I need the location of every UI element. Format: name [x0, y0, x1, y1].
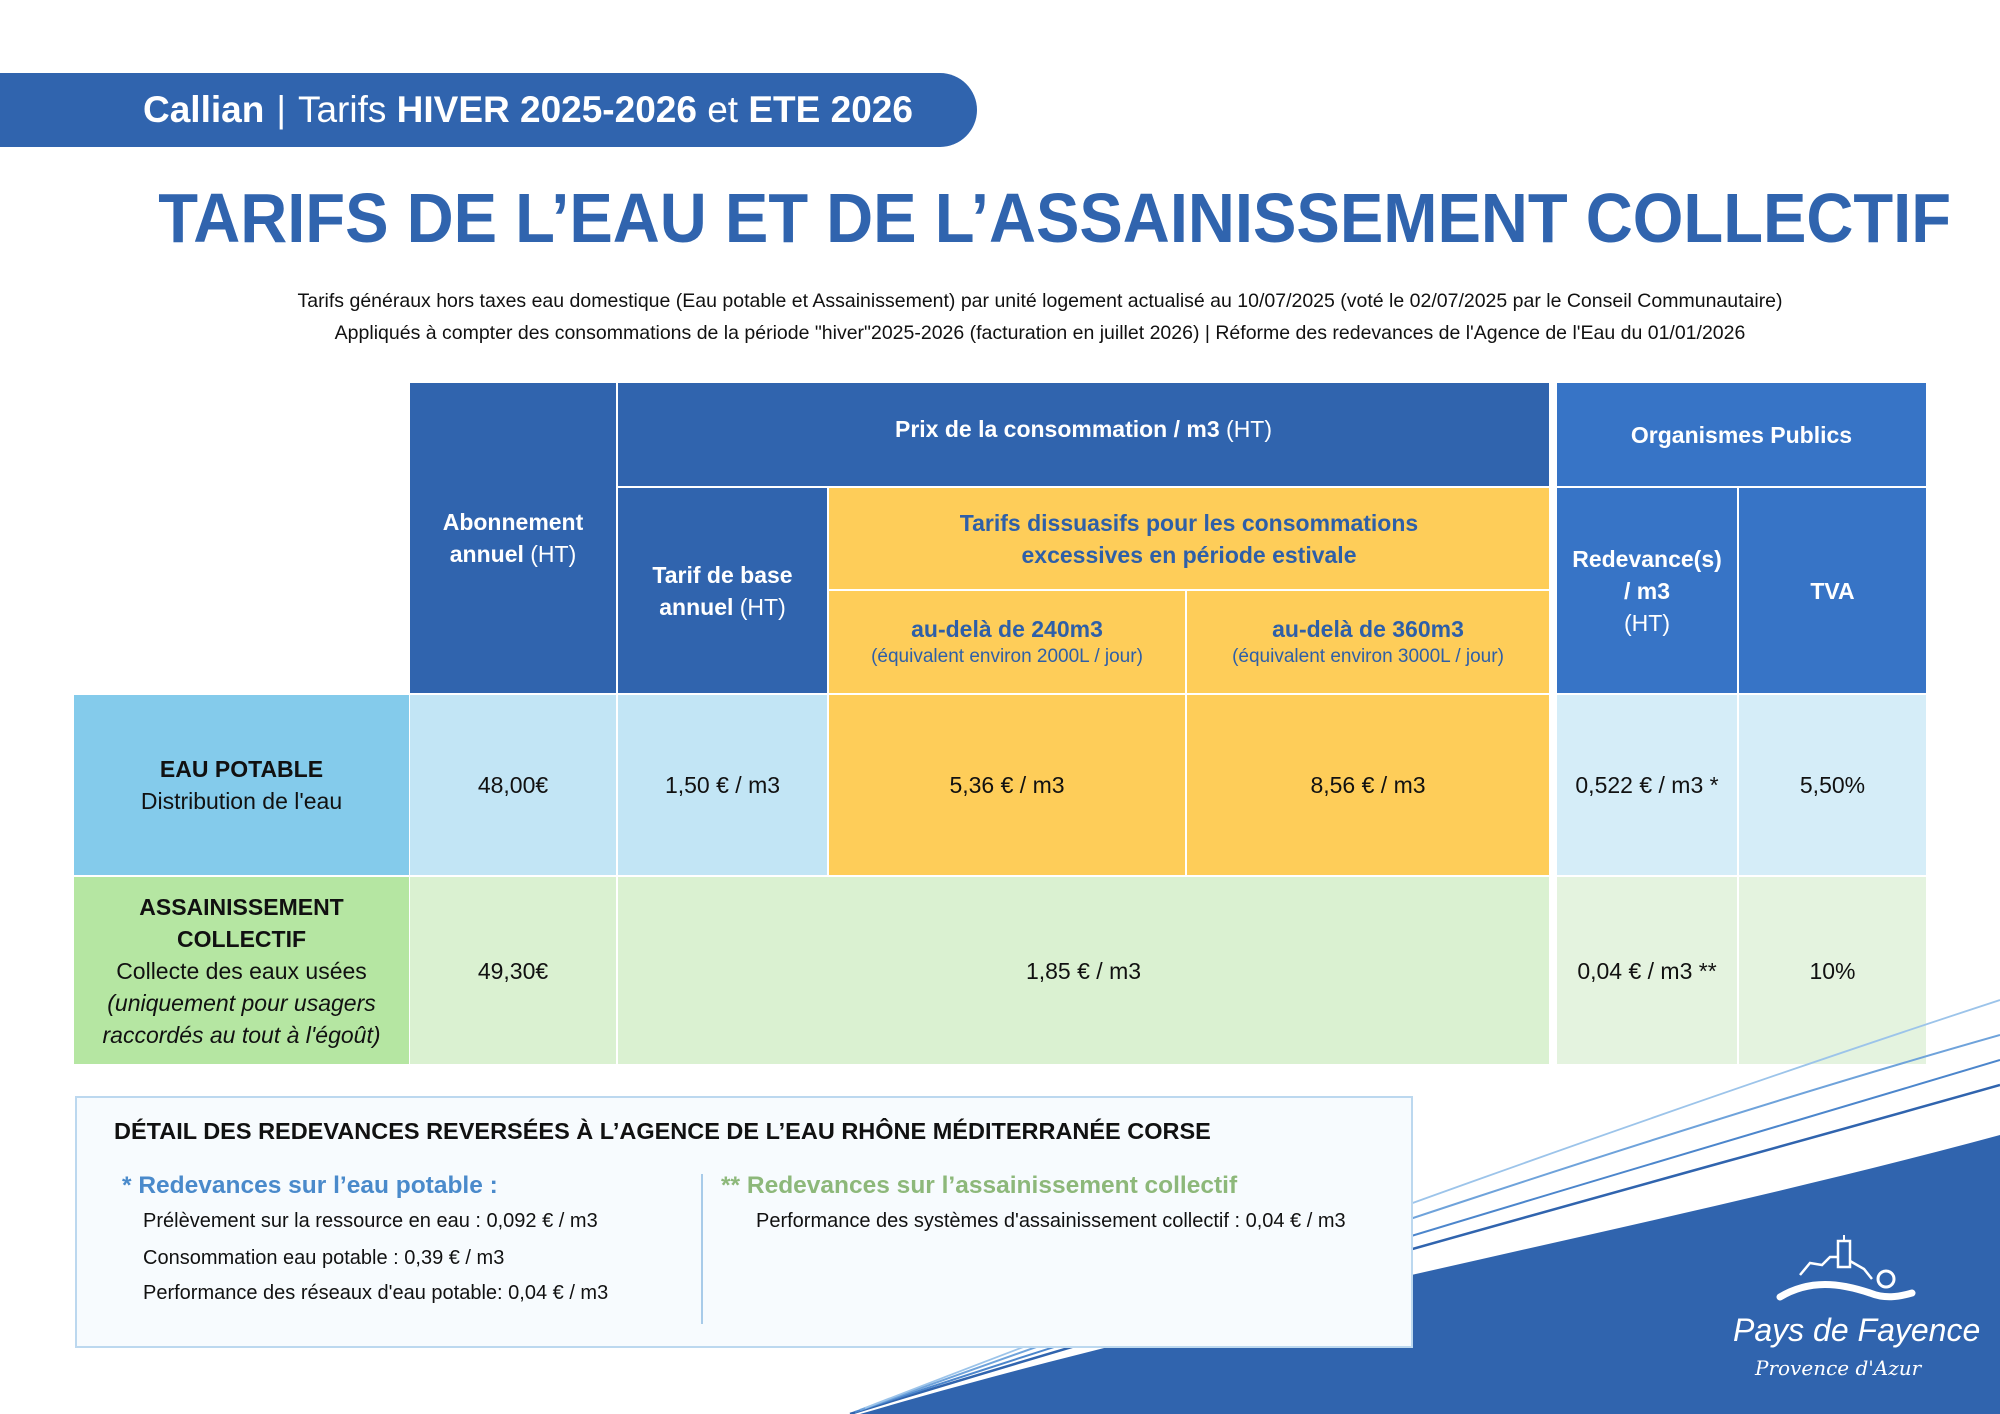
cell-prix-merged: 1,85 € / m3 — [618, 877, 1549, 1064]
header-redevance-line1: Redevance(s) — [1572, 545, 1722, 572]
row-label-note-1: (uniquement pour usagers — [107, 989, 376, 1016]
banner-summer: ETE 2026 — [748, 89, 913, 130]
row-label-title-1: ASSAINISSEMENT — [139, 893, 344, 920]
tier-360-title: au-delà de 360m3 — [1272, 616, 1464, 642]
cell-tier-360: 8,56 € / m3 — [1187, 695, 1549, 875]
water-line-2: Consommation eau potable : 0,39 € / m3 — [143, 1247, 505, 1269]
banner-prefix: Tarifs — [297, 89, 387, 130]
row-label-title-2: COLLECTIF — [176, 925, 307, 952]
header-tarif-base-bold: annuel — [659, 593, 734, 620]
header-tarif-base-ht: (HT) — [739, 593, 786, 620]
cell-abonnement: 48,00€ — [410, 695, 616, 875]
header-dissuasifs-line2: excessives en période estivale — [1021, 541, 1357, 568]
header-redevance-line2: / m3 — [1623, 577, 1671, 604]
cell-redevance: 0,04 € / m3 ** — [1557, 877, 1737, 1064]
logo-name: Pays de Fayence — [1733, 1312, 1981, 1348]
header-abonnement-line1: Abonnement — [442, 509, 584, 535]
cell-tva: 10% — [1739, 877, 1926, 1064]
header-prix-ht: (HT) — [1226, 415, 1273, 442]
tier-360-note: (équivalent environ 3000L / jour) — [1232, 646, 1504, 667]
banner-winter: HIVER 2025-2026 — [396, 89, 697, 130]
tier-240-note: (équivalent environ 2000L / jour) — [871, 646, 1143, 667]
row-label-note-2: raccordés au tout à l'égoût) — [102, 1021, 381, 1048]
detail-divider — [701, 1174, 703, 1324]
water-line-3: Performance des réseaux d'eau potable: 0,04 € / m3 — [143, 1282, 609, 1304]
header-tva: TVA — [1739, 488, 1926, 693]
row-label-title: EAU POTABLE — [159, 756, 324, 782]
row-label-sub: Collecte des eaux usées — [116, 957, 367, 984]
cell-redevance: 0,522 € / m3 * — [1557, 695, 1737, 875]
water-redevances-heading: * Redevances sur l’eau potable : — [122, 1172, 498, 1199]
sanitation-line-1: Performance des systèmes d'assainissement collectif : 0,04 € / m3 — [756, 1210, 1346, 1232]
sanitation-redevances-heading: ** Redevances sur l’assainissement collectif — [721, 1172, 1238, 1199]
header-dissuasifs-line1: Tarifs dissuasifs pour les consommations — [959, 509, 1419, 536]
header-prix-bold: Prix de la consommation / m3 — [894, 415, 1220, 442]
header-redevance-line3: (HT) — [1624, 609, 1670, 636]
subtitle-line-1: Tarifs généraux hors taxes eau domestique (Eau potable et Assainissement) par unité logement actualisé au 10/07/2025 (voté le 02/07/2025 par le Conseil Communautaire) — [297, 290, 1783, 312]
town-name: Callian — [143, 89, 265, 130]
row-label-sub: Distribution de l'eau — [140, 788, 343, 814]
banner-separator: | — [276, 89, 286, 130]
logo-tagline: Provence d'Azur — [1755, 1356, 1922, 1380]
subtitle-line-2: Appliqués à compter des consommations de la période "hiver"2025-2026 (facturation en juillet 2026) | Réforme des redevances de l'Agence de l'Eau du 01/01/2026 — [334, 322, 1746, 344]
cell-abonnement: 49,30€ — [410, 877, 616, 1064]
castle-logo-icon — [1770, 1235, 1920, 1315]
header-tarif-base-line1: Tarif de base — [652, 561, 793, 588]
tier-240-title: au-delà de 240m3 — [911, 616, 1103, 642]
banner-conj: et — [707, 89, 739, 130]
header-abonnement-bold: annuel — [449, 541, 524, 567]
header-abonnement-ht: (HT) — [530, 541, 577, 567]
cell-tva: 5,50% — [1739, 695, 1926, 875]
cell-tier-240: 5,36 € / m3 — [829, 695, 1185, 875]
water-line-1: Prélèvement sur la ressource en eau : 0,092 € / m3 — [143, 1210, 598, 1232]
page-title: TARIFS DE L’EAU ET DE L’ASSAINISSEMENT COLLECTIF — [158, 179, 1952, 257]
detail-title: DÉTAIL DES REDEVANCES REVERSÉES À L’AGENCE DE L’EAU RHÔNE MÉDITERRANÉE CORSE — [114, 1118, 1211, 1144]
cell-tarif-base: 1,50 € / m3 — [618, 695, 827, 875]
header-organismes-publics: Organismes Publics — [1557, 383, 1926, 486]
